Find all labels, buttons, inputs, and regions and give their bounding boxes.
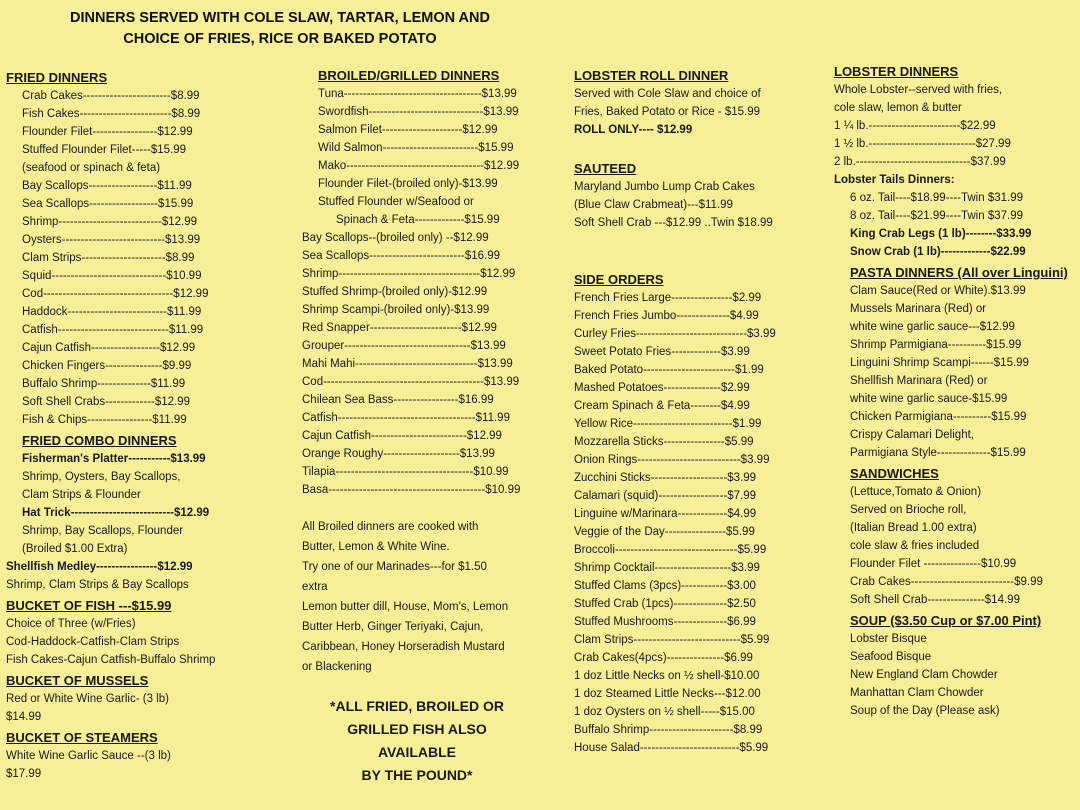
menu-item: Bay Scallops--(broiled only) --$12.99 bbox=[302, 232, 489, 244]
menu-item: Clam Sauce(Red or White).$13.99 bbox=[850, 285, 1026, 297]
menu-item: Squid------------------------------$10.99 bbox=[22, 270, 202, 282]
menu-item: Stuffed Clams (3pcs)------------$3.00 bbox=[574, 580, 756, 592]
column-lobster-pasta-soup bbox=[834, 60, 1074, 720]
menu-item: Swordfish------------------------------$13.99 bbox=[318, 106, 519, 118]
menu-item: 8 oz. Tail----$21.99----Twin $37.99 bbox=[850, 210, 1023, 222]
menu-item: Sea Scallops-------------------------$16.99 bbox=[302, 250, 501, 262]
menu-item: Red or White Wine Garlic- (3 lb) bbox=[6, 693, 169, 705]
spacer bbox=[574, 139, 814, 157]
menu-item: Tuna------------------------------------$13.99 bbox=[318, 88, 517, 100]
menu-item: Clam Strips & Flounder bbox=[22, 489, 141, 501]
menu-item: Lobster Tails Dinners: bbox=[834, 174, 955, 186]
menu-item: Linguini Shrimp Scampi------$15.99 bbox=[850, 357, 1029, 369]
section-title: BUCKET OF MUSSELS bbox=[6, 673, 149, 688]
menu-item: Shellfish Marinara (Red) or bbox=[850, 375, 988, 387]
column-fried bbox=[6, 66, 256, 783]
menu-item: Fries, Baked Potato or Rice - $15.99 bbox=[574, 106, 761, 118]
menu-item: Basa-----------------------------------------$10.99 bbox=[302, 484, 521, 496]
menu-item: Maryland Jumbo Lump Crab Cakes bbox=[574, 181, 755, 193]
menu-item: Onion Rings---------------------------$3.99 bbox=[574, 454, 770, 466]
menu-item: Mozzarella Sticks----------------$5.99 bbox=[574, 436, 754, 448]
menu-item: $14.99 bbox=[6, 711, 42, 723]
section-title: BUCKET OF FISH ---$15.99 bbox=[6, 598, 172, 613]
menu-item: (Italian Bread 1.00 extra) bbox=[850, 522, 977, 534]
menu-item: Haddock--------------------------$11.99 bbox=[22, 306, 202, 318]
menu-item: $17.99 bbox=[6, 768, 42, 780]
menu-item: Grouper---------------------------------$13.99 bbox=[302, 340, 506, 352]
menu-item: Buffalo Shrimp----------------------$8.99 bbox=[574, 724, 763, 736]
menu-item: Cod----------------------------------$12.99 bbox=[22, 288, 209, 300]
by-the-pound-note bbox=[302, 695, 532, 787]
menu-item: Mako------------------------------------$12.99 bbox=[318, 160, 520, 172]
section-title: SAUTEED bbox=[574, 161, 637, 176]
header-line-2: CHOICE OF FRIES, RICE OR BAKED POTATO bbox=[123, 31, 437, 47]
section-title: BROILED/GRILLED DINNERS bbox=[318, 68, 500, 83]
menu-item: French Fries Large----------------$2.99 bbox=[574, 292, 762, 304]
menu-item: Tilapia------------------------------------$10.99 bbox=[302, 466, 509, 478]
menu-item: Shrimp, Bay Scallops, Flounder bbox=[22, 525, 184, 537]
menu-item: New England Clam Chowder bbox=[850, 669, 998, 681]
menu-item: Linguine w/Marinara-------------$4.99 bbox=[574, 508, 757, 520]
menu-header bbox=[60, 8, 500, 50]
note-line: or Blackening bbox=[302, 661, 372, 673]
section-title: LOBSTER DINNERS bbox=[834, 64, 959, 79]
menu-item: Catfish------------------------------------$11.99 bbox=[302, 412, 510, 424]
menu-item: Cream Spinach & Feta--------$4.99 bbox=[574, 400, 750, 412]
column-lobster-roll-sides bbox=[574, 64, 814, 757]
menu-item: Served on Brioche roll, bbox=[850, 504, 967, 516]
menu-item: Flounder Filet ---------------$10.99 bbox=[850, 558, 1017, 570]
menu-item: Shrimp, Oysters, Bay Scallops, bbox=[22, 471, 181, 483]
menu-item: Salmon Filet---------------------$12.99 bbox=[318, 124, 498, 136]
section-title: FRIED COMBO DINNERS bbox=[22, 433, 177, 448]
section-title: SOUP ($3.50 Cup or $7.00 Pint) bbox=[850, 613, 1042, 628]
menu-item: Crab Cakes(4pcs)---------------$6.99 bbox=[574, 652, 753, 664]
menu-item: Orange Roughy--------------------$13.99 bbox=[302, 448, 495, 460]
menu-item: Buffalo Shrimp--------------$11.99 bbox=[22, 378, 186, 390]
section-title: BUCKET OF STEAMERS bbox=[6, 730, 158, 745]
menu-item: 1 doz Oysters on ½ shell-----$15.00 bbox=[574, 706, 755, 718]
menu-item: Wild Salmon-------------------------$15.99 bbox=[318, 142, 514, 154]
menu-item: ROLL ONLY---- $12.99 bbox=[574, 124, 693, 136]
menu-item: French Fries Jumbo--------------$4.99 bbox=[574, 310, 759, 322]
menu-item: Shrimp Scampi-(broiled only)-$13.99 bbox=[302, 304, 490, 316]
menu-item: Mussels Marinara (Red) or bbox=[850, 303, 987, 315]
menu-item: Whole Lobster--served with fries, bbox=[834, 84, 1003, 96]
menu-item: Stuffed Flounder w/Seafood or bbox=[318, 196, 474, 208]
menu-item: Cajun Catfish-------------------------$12.99 bbox=[302, 430, 502, 442]
menu-item: 1 ½ lb.----------------------------$27.99 bbox=[834, 138, 1011, 150]
menu-item: Snow Crab (1 lb)-------------$22.99 bbox=[850, 246, 1026, 258]
menu-item: Curley Fries-----------------------------$3.99 bbox=[574, 328, 776, 340]
menu-item: Yellow Rice--------------------------$1.99 bbox=[574, 418, 762, 430]
menu-item: (Broiled $1.00 Extra) bbox=[22, 543, 128, 555]
section-title: FRIED DINNERS bbox=[6, 70, 108, 85]
menu-item: Stuffed Crab (1pcs)--------------$2.50 bbox=[574, 598, 756, 610]
note-line: All Broiled dinners are cooked with bbox=[302, 521, 479, 533]
menu-item: 1 doz Steamed Little Necks---$12.00 bbox=[574, 688, 761, 700]
menu-item: Crab Cakes---------------------------$9.99 bbox=[850, 576, 1043, 588]
menu-item: House Salad--------------------------$5.99 bbox=[574, 742, 769, 754]
section-title: SIDE ORDERS bbox=[574, 272, 664, 287]
menu-item: Stuffed Flounder Filet-----$15.99 bbox=[22, 144, 187, 156]
menu-item: Baked Potato------------------------$1.99 bbox=[574, 364, 764, 376]
menu-item: Calamari (squid)------------------$7.99 bbox=[574, 490, 757, 502]
menu-item: 1 doz Little Necks on ½ shell-$10.00 bbox=[574, 670, 760, 682]
menu-item: Shrimp-------------------------------------$12.99 bbox=[302, 268, 516, 280]
menu-item: Bay Scallops------------------$11.99 bbox=[22, 180, 192, 192]
menu-item: Stuffed Shrimp-(broiled only)-$12.99 bbox=[302, 286, 488, 298]
menu-item: Cajun Catfish------------------$12.99 bbox=[22, 342, 196, 354]
menu-item: Lobster Bisque bbox=[850, 633, 927, 645]
menu-item: Shrimp---------------------------$12.99 bbox=[22, 216, 197, 228]
menu-item: King Crab Legs (1 lb)--------$33.99 bbox=[850, 228, 1032, 240]
broiled-notes bbox=[302, 517, 542, 677]
menu-item: cole slaw & fries included bbox=[850, 540, 980, 552]
menu-item: 1 ¼ lb.------------------------$22.99 bbox=[834, 120, 996, 132]
menu-item: Soft Shell Crab ---$12.99 ..Twin $18.99 bbox=[574, 217, 773, 229]
broiled-list bbox=[302, 66, 542, 499]
menu-item: Crab Cakes-----------------------$8.99 bbox=[22, 90, 200, 102]
menu-item: Soft Shell Crabs-------------$12.99 bbox=[22, 396, 191, 408]
section-title: PASTA DINNERS (All over Linguini) bbox=[850, 265, 1068, 280]
menu-item: Choice of Three (w/Fries) bbox=[6, 618, 136, 630]
menu-item: Oysters---------------------------$13.99 bbox=[22, 234, 201, 246]
menu-item: 6 oz. Tail----$18.99----Twin $31.99 bbox=[850, 192, 1023, 204]
menu-item: Fish & Chips-----------------$11.99 bbox=[22, 414, 187, 426]
menu-item: (Blue Claw Crabmeat)---$11.99 bbox=[574, 199, 733, 211]
note-line: Butter, Lemon & White Wine. bbox=[302, 541, 450, 553]
section-title: SANDWICHES bbox=[850, 466, 939, 481]
menu-item: Manhattan Clam Chowder bbox=[850, 687, 984, 699]
menu-item: Chilean Sea Bass-----------------$16.99 bbox=[302, 394, 494, 406]
menu-item: Cod-Haddock-Catfish-Clam Strips bbox=[6, 636, 180, 648]
menu-item: Hat Trick---------------------------$12.99 bbox=[22, 507, 210, 519]
menu-item: Shellfish Medley----------------$12.99 bbox=[6, 561, 193, 573]
menu-item: White Wine Garlic Sauce --(3 lb) bbox=[6, 750, 171, 762]
menu-item: Shrimp Cocktail--------------------$3.99 bbox=[574, 562, 760, 574]
menu-item: Soup of the Day (Please ask) bbox=[850, 705, 1000, 717]
menu-item: Fisherman's Platter-----------$13.99 bbox=[22, 453, 206, 465]
note-line: BY THE POUND* bbox=[361, 767, 473, 783]
menu-item: Spinach & Feta-------------$15.99 bbox=[336, 214, 500, 226]
menu-item: Shrimp, Clam Strips & Bay Scallops bbox=[6, 579, 189, 591]
menu-item: Soft Shell Crab---------------$14.99 bbox=[850, 594, 1020, 606]
menu-item: Flounder Filet-(broiled only)-$13.99 bbox=[318, 178, 498, 190]
menu-item: Crispy Calamari Delight, bbox=[850, 429, 974, 441]
column-broiled bbox=[302, 64, 542, 787]
menu-item: Chicken Fingers---------------$9.99 bbox=[22, 360, 192, 372]
menu-item: Sea Scallops------------------$15.99 bbox=[22, 198, 194, 210]
menu-item: Red Snapper------------------------$12.99 bbox=[302, 322, 497, 334]
note-line: Try one of our Marinades---for $1.50 bbox=[302, 561, 487, 573]
menu-item: Mashed Potatoes---------------$2.99 bbox=[574, 382, 750, 394]
menu-item: Fish Cakes------------------------$8.99 bbox=[22, 108, 201, 120]
menu-item: Chicken Parmigiana----------$15.99 bbox=[850, 411, 1027, 423]
menu-item: (seafood or spinach & feta) bbox=[22, 162, 161, 174]
menu-item: 2 lb.------------------------------$37.99 bbox=[834, 156, 1006, 168]
menu-item: white wine garlic sauce---$12.99 bbox=[850, 321, 1015, 333]
menu-item: Veggie of the Day----------------$5.99 bbox=[574, 526, 755, 538]
menu-item: Fish Cakes-Cajun Catfish-Buffalo Shrimp bbox=[6, 654, 216, 666]
note-line: Butter Herb, Ginger Teriyaki, Cajun, bbox=[302, 621, 484, 633]
menu-item: Served with Cole Slaw and choice of bbox=[574, 88, 761, 100]
note-line: AVAILABLE bbox=[377, 744, 457, 760]
menu-item: (Lettuce,Tomato & Onion) bbox=[850, 486, 982, 498]
menu-item: Sweet Potato Fries-------------$3.99 bbox=[574, 346, 750, 358]
note-line: GRILLED FISH ALSO bbox=[347, 721, 487, 737]
menu-item: Clam Strips----------------------$8.99 bbox=[22, 252, 195, 264]
note-line: Lemon butter dill, House, Mom's, Lemon bbox=[302, 601, 509, 613]
note-line: *ALL FRIED, BROILED OR bbox=[330, 698, 504, 714]
header-line-1: DINNERS SERVED WITH COLE SLAW, TARTAR, LEMON AND bbox=[70, 10, 490, 26]
spacer bbox=[574, 232, 814, 250]
menu-item: Stuffed Mushrooms--------------$6.99 bbox=[574, 616, 756, 628]
menu-item: Clam Strips----------------------------$5.99 bbox=[574, 634, 770, 646]
menu-item: Shrimp Parmigiana----------$15.99 bbox=[850, 339, 1022, 351]
note-line: extra bbox=[302, 581, 328, 593]
section-title: LOBSTER ROLL DINNER bbox=[574, 68, 729, 83]
menu-item: Seafood Bisque bbox=[850, 651, 932, 663]
menu-item: Zucchini Sticks--------------------$3.99 bbox=[574, 472, 757, 484]
menu-item: Catfish-----------------------------$11.99 bbox=[22, 324, 204, 336]
menu-item: Mahi Mahi--------------------------------$13.99 bbox=[302, 358, 513, 370]
menu-item: Flounder Filet-----------------$12.99 bbox=[22, 126, 193, 138]
menu-item: cole slaw, lemon & butter bbox=[834, 102, 962, 114]
note-line: Caribbean, Honey Horseradish Mustard bbox=[302, 641, 505, 653]
menu-item: Parmigiana Style--------------$15.99 bbox=[850, 447, 1026, 459]
menu-item: white wine garlic sauce-$15.99 bbox=[850, 393, 1008, 405]
spacer bbox=[574, 250, 814, 268]
menu-item: Broccoli--------------------------------$5.99 bbox=[574, 544, 767, 556]
menu-item: Cod------------------------------------------$13.99 bbox=[302, 376, 520, 388]
